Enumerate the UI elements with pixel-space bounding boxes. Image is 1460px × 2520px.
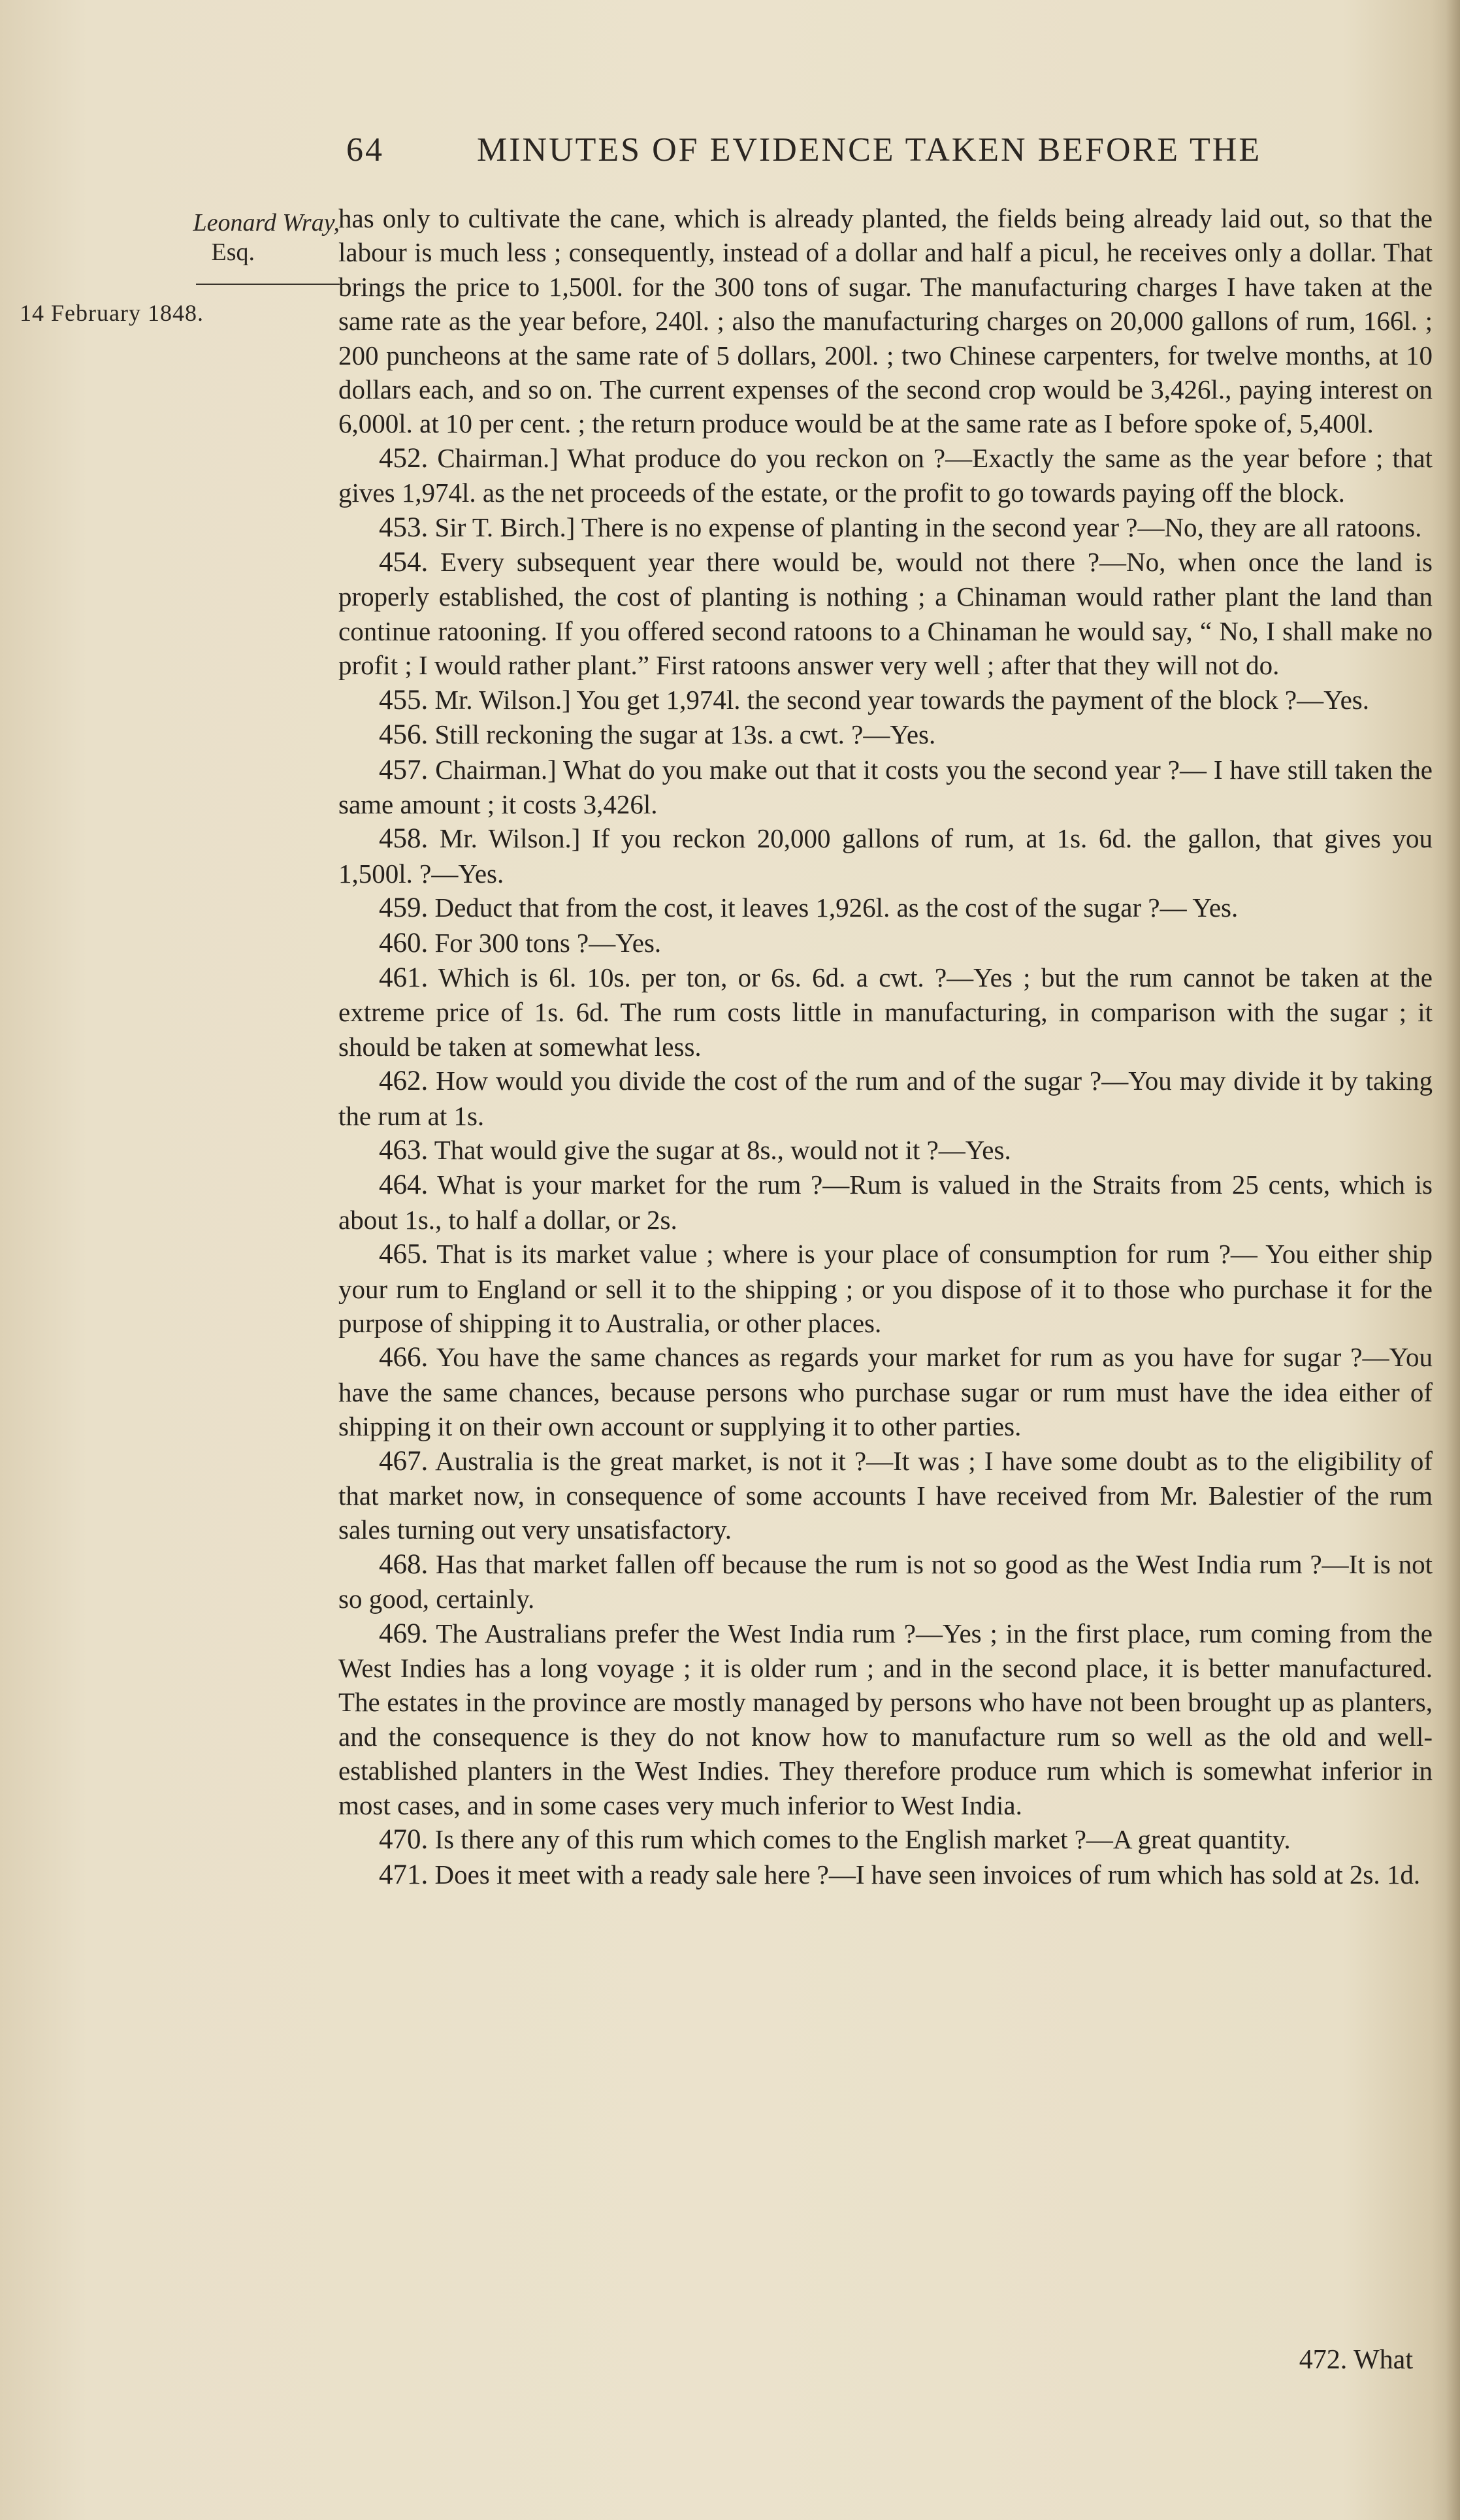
question-number: 458. — [379, 823, 429, 855]
evidence-paragraph — [338, 960, 1433, 1064]
paragraph-text: Every subsequent year there would be, would not there ?—No, when once the land is properly established, the cost of planting is nothing ; a Chinaman would rather plant the land than continue ratooning. If you offered second ratoons to a Chinaman he would say, “ No, I shall make no profit ; I would rather plant.” First ratoons answer very well ; after that they will not do. — [338, 547, 1433, 681]
evidence-paragraph — [338, 1444, 1433, 1547]
question-number: 462. — [379, 1066, 429, 1097]
question-number: 455. — [379, 684, 429, 715]
running-title: MINUTES OF EVIDENCE TAKEN BEFORE THE — [477, 131, 1262, 169]
paragraph-text: How would you divide the cost of the rum and of the sugar ?—You may divide it by taking the rum at 1s. — [338, 1066, 1433, 1131]
question-number: 453. — [379, 512, 429, 543]
evidence-paragraph — [338, 1133, 1433, 1168]
evidence-paragraph — [338, 1064, 1433, 1133]
margin-rule — [196, 284, 340, 285]
question-number: 464. — [379, 1170, 429, 1201]
question-number: 470. — [379, 1824, 429, 1856]
paragraph-text: Chairman.] What do you make out that it costs you the second year ?— I have still taken the same amount ; it costs 3,426l. — [338, 754, 1433, 819]
paragraph-text: What is your market for the rum ?—Rum is valued in the Straits from 25 cents, which is about 1s., to half a dollar, or 2s. — [338, 1170, 1433, 1235]
evidence-paragraph — [338, 1168, 1433, 1237]
question-number: 456. — [379, 719, 429, 751]
evidence-paragraph — [338, 683, 1433, 717]
evidence-paragraph — [338, 717, 1433, 752]
question-number: 463. — [379, 1134, 429, 1166]
evidence-paragraph — [338, 821, 1433, 891]
evidence-paragraph — [338, 891, 1433, 925]
paragraph-text: Has that market fallen off because the rum is not so good as the West India rum ?—It is not so good, certainly. — [338, 1548, 1433, 1614]
evidence-paragraph — [338, 1237, 1433, 1340]
question-number: 467. — [379, 1445, 429, 1477]
margin-note — [20, 208, 340, 326]
paragraph-text: The Australians prefer the West India rum ?—Yes ; in the first place, rum coming from the West Indies has a long voyage ; it is older rum ; and in the second place, it is better manufactured. The estates in the province are mostly managed by persons who have not been brought up as planters, and the consequence is they do not know how to manufacture rum so well as the old and well-established planters in the West Indies. They therefore produce rum which is somewhat inferior in most cases, and in some cases very much inferior to West India. — [338, 1618, 1433, 1820]
paragraph-text: Chairman.] What produce do you reckon on ?—Exactly the same as the year before ; that gives 1,974l. as the net proceeds of the estate, or the profit to go towards paying off the block. — [338, 442, 1433, 508]
question-number: 459. — [379, 892, 429, 924]
evidence-paragraph — [338, 926, 1433, 960]
witness-name: Leonard Wray, — [193, 209, 340, 237]
paragraph-text: Mr. Wilson.] If you reckon 20,000 gallons of rum, at 1s. 6d. the gallon, that gives you 1,500l. ?—Yes. — [338, 823, 1433, 889]
evidence-paragraph — [338, 545, 1433, 683]
evidence-date: 14 February 1848. — [20, 300, 204, 326]
paragraph-text: Does it meet with a ready sale here ?—I have seen invoices of rum which has sold at 2s. 1d. — [434, 1859, 1421, 1890]
evidence-paragraph — [338, 441, 1433, 510]
paragraph-text: For 300 tons ?—Yes. — [434, 927, 662, 958]
paragraph-text: Deduct that from the cost, it leaves 1,926l. as the cost of the sugar ?— Yes. — [434, 892, 1239, 923]
paragraph-text: You have the same chances as regards your market for rum as you have for sugar ?—You have the same chances, because persons who purchase sugar or rum must have the idea either of shipping it on their own account or supplying it to other parties. — [338, 1342, 1433, 1442]
question-number: 468. — [379, 1548, 429, 1580]
question-number: 461. — [379, 962, 429, 993]
paragraph-text: Is there any of this rum which comes to the English market ?—A great quantity. — [434, 1824, 1291, 1855]
paragraph-text: Still reckoning the sugar at 13s. a cwt. ?—Yes. — [434, 719, 936, 750]
question-number: 457. — [379, 754, 429, 785]
question-number: 469. — [379, 1618, 429, 1649]
evidence-paragraph — [338, 1547, 1433, 1616]
paragraph-text: Sir T. Birch.] There is no expense of planting in the second year ?—No, they are all ratoons. — [434, 512, 1422, 542]
evidence-paragraph — [338, 510, 1433, 545]
paragraph-text: Mr. Wilson.] You get 1,974l. the second year towards the payment of the block ?—Yes. — [434, 684, 1370, 715]
evidence-paragraph — [338, 753, 1433, 822]
question-number: 466. — [379, 1342, 429, 1373]
paragraph-text: Australia is the great market, is not it ?—It was ; I have some doubt as to the eligibility of that market now, in consequence of some accounts I have received from Mr. Balestier of the rum sales turning out very unsatisfactory. — [338, 1445, 1433, 1545]
paragraph-text: has only to cultivate the cane, which is already planted, the fields being already laid out, so that the labour is much less ; consequently, instead of a dollar and half a picul, he receives only a dollar. That brings the price to 1,500l. for the 300 tons of sugar. The manufacturing charges I have taken at the same rate as the year before, 240l. ; also the manufacturing charges on 20,000 gallons of rum, 166l. ; 200 puncheons at the same rate of 5 dollars, 200l. ; two Chinese carpenters, for twelve months, at 10 dollars each, and so on. The current expenses of the second crop would be 3,426l., paying interest on 6,000l. at 10 per cent. ; the return produce would be at the same rate as I before spoke of, 5,400l. — [338, 203, 1433, 439]
paragraph-text: That would give the sugar at 8s., would not it ?—Yes. — [434, 1134, 1011, 1165]
evidence-paragraph — [338, 1616, 1433, 1822]
page-number: 64 — [346, 131, 384, 169]
evidence-paragraph — [338, 1822, 1433, 1857]
page-gutter-shadow — [1446, 0, 1460, 2520]
catchword: 472. What — [1299, 2345, 1413, 2375]
witness-suffix: Esq. — [211, 238, 255, 266]
running-header — [346, 131, 1391, 169]
evidence-paragraph — [338, 201, 1433, 441]
evidence-paragraph — [338, 1857, 1433, 1892]
question-number: 471. — [379, 1859, 429, 1890]
question-number: 460. — [379, 927, 429, 958]
evidence-paragraph — [338, 1340, 1433, 1443]
question-number: 465. — [379, 1239, 429, 1270]
paragraph-text: That is its market value ; where is your place of consumption for rum ?— You either ship your rum to England or sell it to the shipping ; or you dispose of it to those who purchase it for the purpose of shipping it to Australia, or other places. — [338, 1239, 1433, 1338]
question-number: 452. — [379, 442, 429, 474]
question-number: 454. — [379, 547, 429, 578]
paragraph-text: Which is 6l. 10s. per ton, or 6s. 6d. a cwt. ?—Yes ; but the rum cannot be taken at the extreme price of 1s. 6d. The rum costs little in manufacturing, in comparison with the sugar ; it should be taken at somewhat less. — [338, 962, 1433, 1062]
evidence-text — [338, 201, 1433, 1892]
